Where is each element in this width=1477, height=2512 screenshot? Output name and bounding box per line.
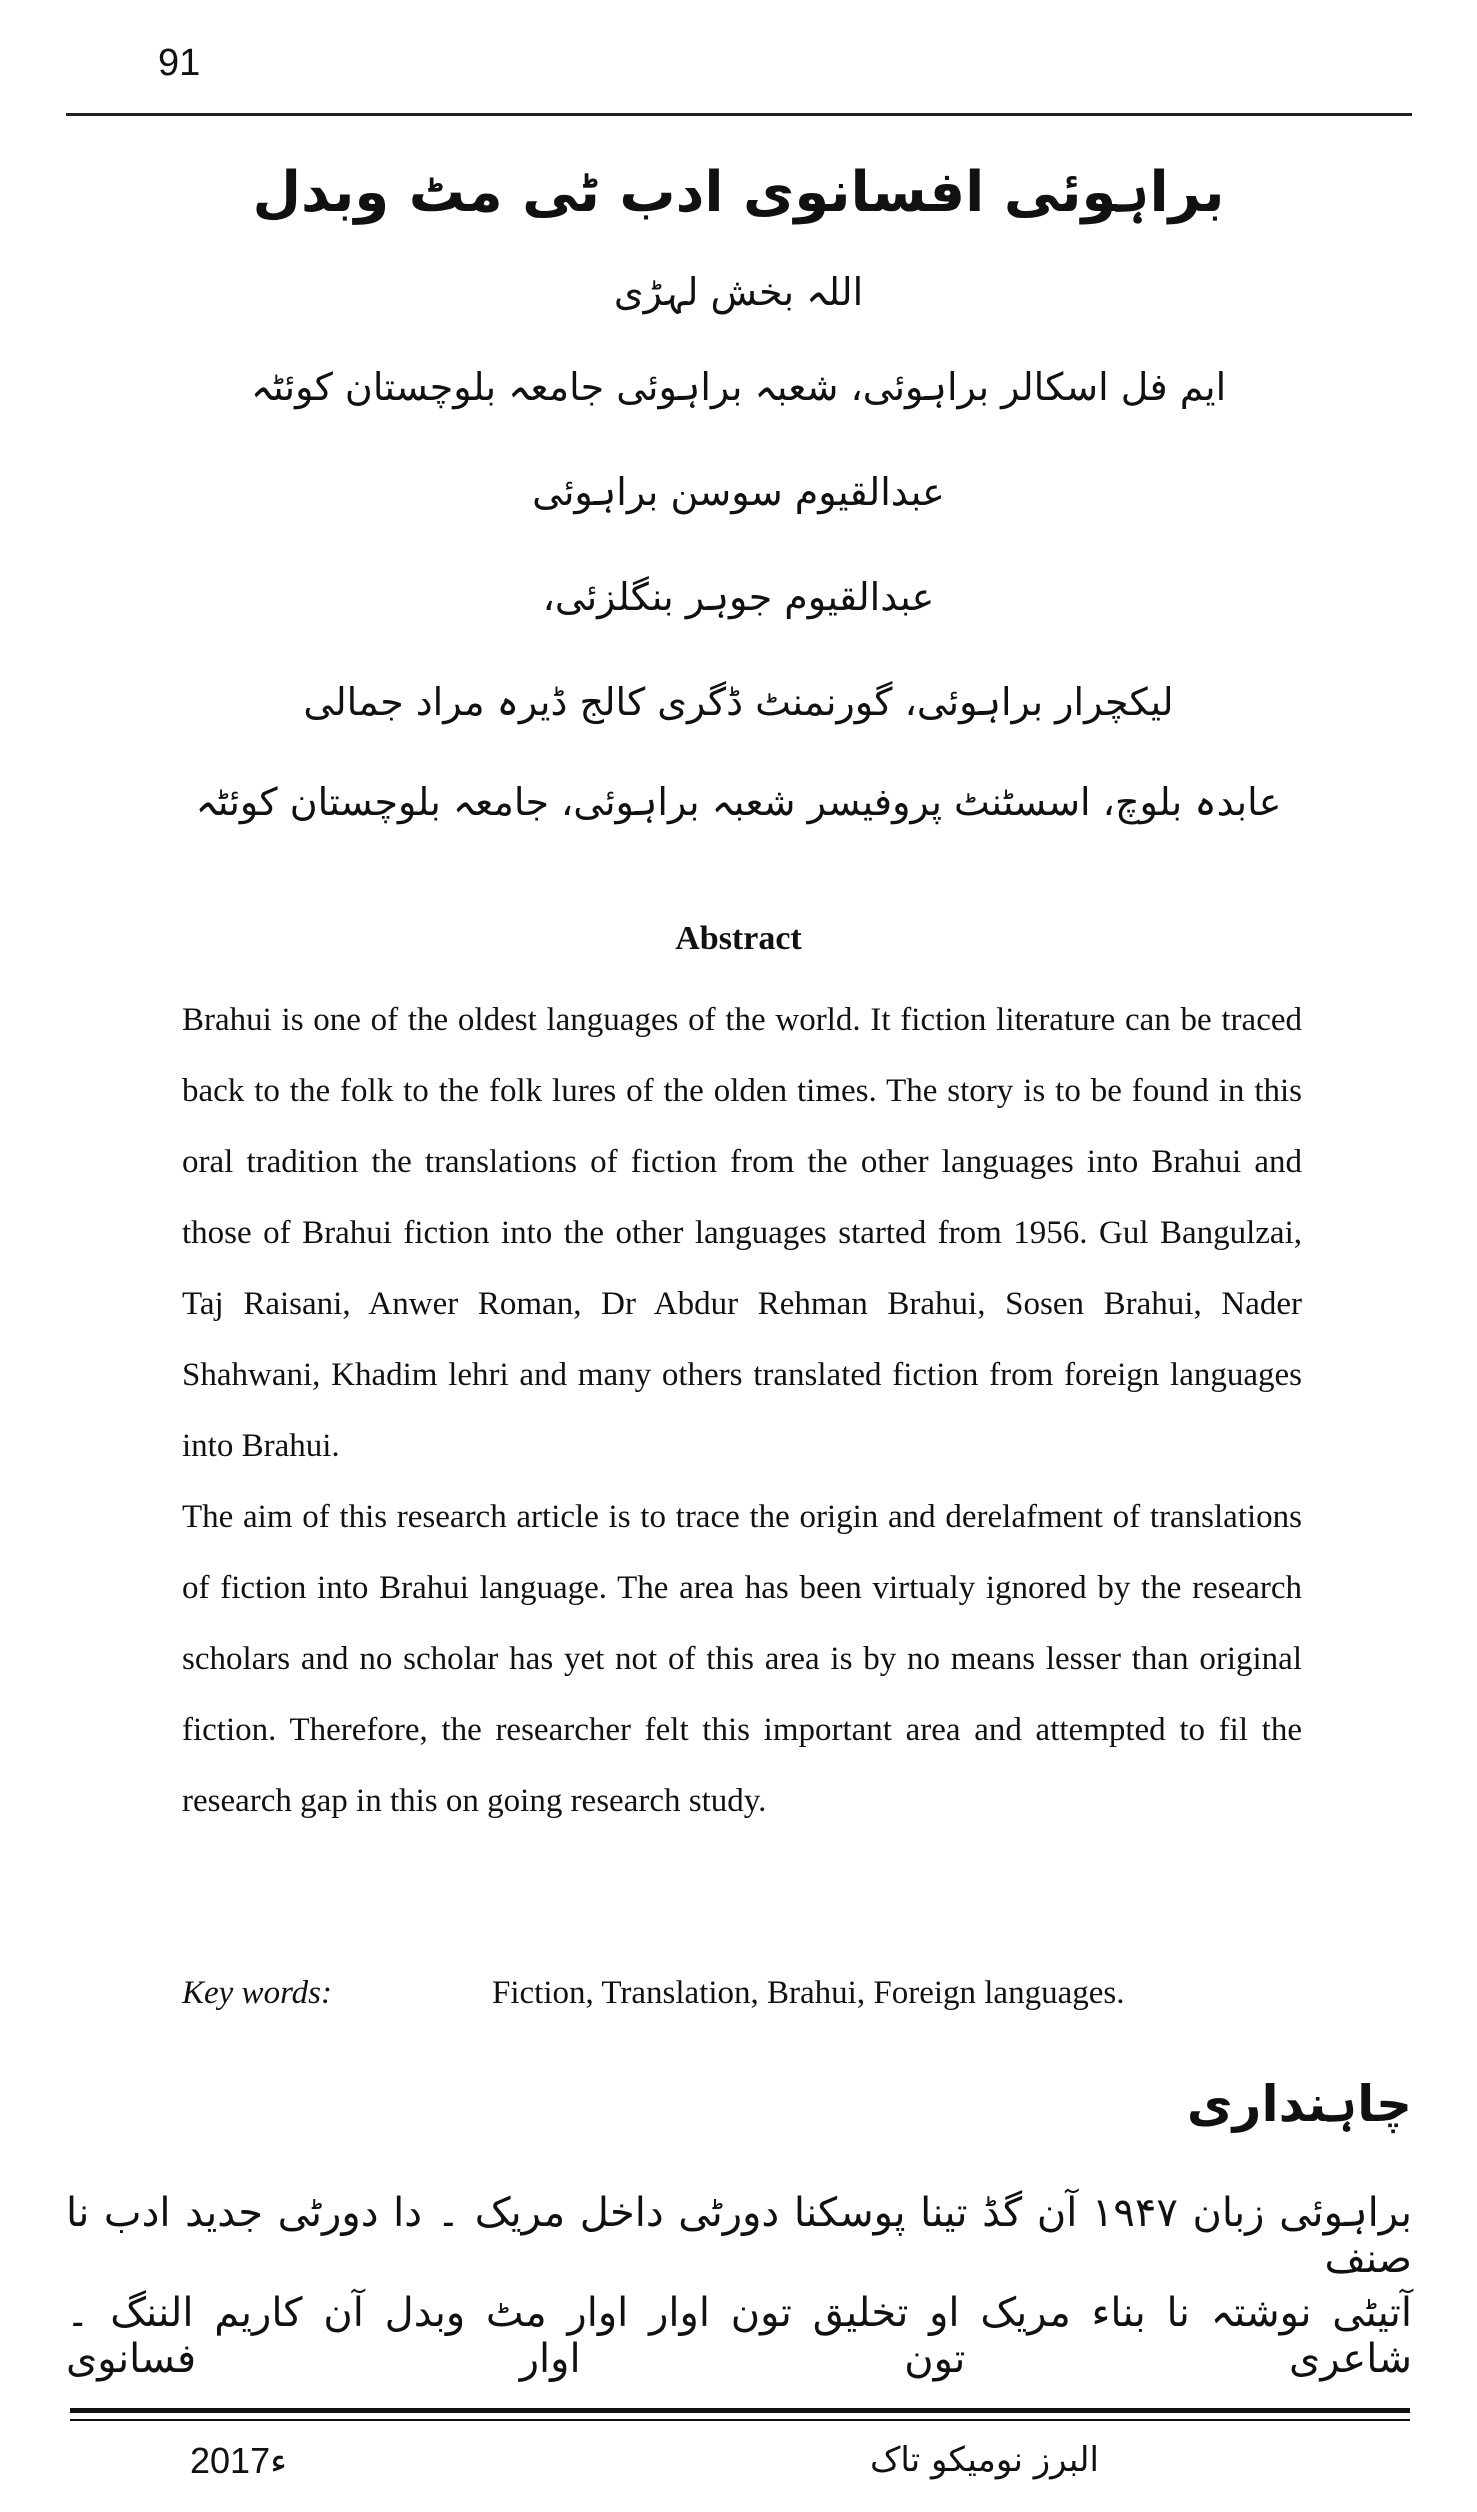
affiliation-line: لیکچرار براہوئی، گورنمنٹ ڈگری کالج ڈیرہ مراد جمالی — [303, 680, 1174, 724]
affiliation-line: عبدالقیوم سوسن براہوئی — [532, 470, 945, 514]
abstract-body — [182, 985, 1302, 1837]
keywords-label: Key words: — [182, 1975, 333, 2011]
footer-rule — [70, 2408, 1410, 2413]
section-heading: چاہنداری — [1186, 2075, 1412, 2133]
page-number: 91 — [158, 42, 201, 84]
abstract-paragraph: Brahui is one of the oldest languages of the world. It fiction literature can be traced back to the folk to the folk lures of the olden times. The story is to be found in this oral tradition the translations of fiction from the other languages into Brahui and those of Brahui fiction into the other languages started from 1956. Gul Bangulzai, Taj Raisani, Anwer Roman, Dr Abdur Rehman Brahui, Sosen Brahui, Nader Shahwani, Khadim lehri and many others translated fiction from foreign languages into Brahui. — [182, 1002, 1302, 1464]
footer-journal-name: البرز نومیکو تاک — [870, 2440, 1099, 2480]
author-name: اللہ بخش لہڑی — [613, 270, 864, 314]
article-title: براہوئی افسانوی ادب ٹی مٹ وبدل — [252, 160, 1225, 225]
affiliation-line: عبدالقیوم جوہر بنگلزئی، — [542, 575, 935, 619]
footer-rule-thin — [70, 2419, 1410, 2421]
footer-year: 2017ء — [190, 2440, 288, 2481]
affiliation-line: ایم فل اسکالر براہوئی، شعبہ براہوئی جامعہ بلوچستان کوئٹہ — [250, 365, 1227, 409]
body-line: براہوئی زبان ۱۹۴۷ آن گڈ تینا پوسکنا دورٹی داخل مریک ۔ دا دورٹی جدید ادب نا صنف — [66, 2190, 1412, 2282]
header-rule — [66, 113, 1412, 116]
affiliation-line: عابدہ بلوچ، اسسٹنٹ پروفیسر شعبہ براہوئی، جامعہ بلوچستان کوئٹہ — [195, 780, 1282, 824]
abstract-heading: Abstract — [675, 920, 802, 957]
keywords-line — [182, 1975, 1124, 2012]
keywords-text: Fiction, Translation, Brahui, Foreign languages. — [492, 1975, 1125, 2011]
abstract-paragraph: The aim of this research article is to trace the origin and derelafment of translations of fiction into Brahui language. The area has been virtualy ignored by the research scholars and no scholar has yet not of this area is by no means lesser than original fiction. Therefore, the researcher felt this important area and attempted to fil the research gap in this on going research study. — [182, 1499, 1302, 1819]
body-line: آتیٹی نوشتہ نا بناء مریک او تخلیق تون اوار اوار مٹ وبدل آن کاریم الننگ ۔ شاعری تون اوار فسانوی — [66, 2290, 1412, 2382]
